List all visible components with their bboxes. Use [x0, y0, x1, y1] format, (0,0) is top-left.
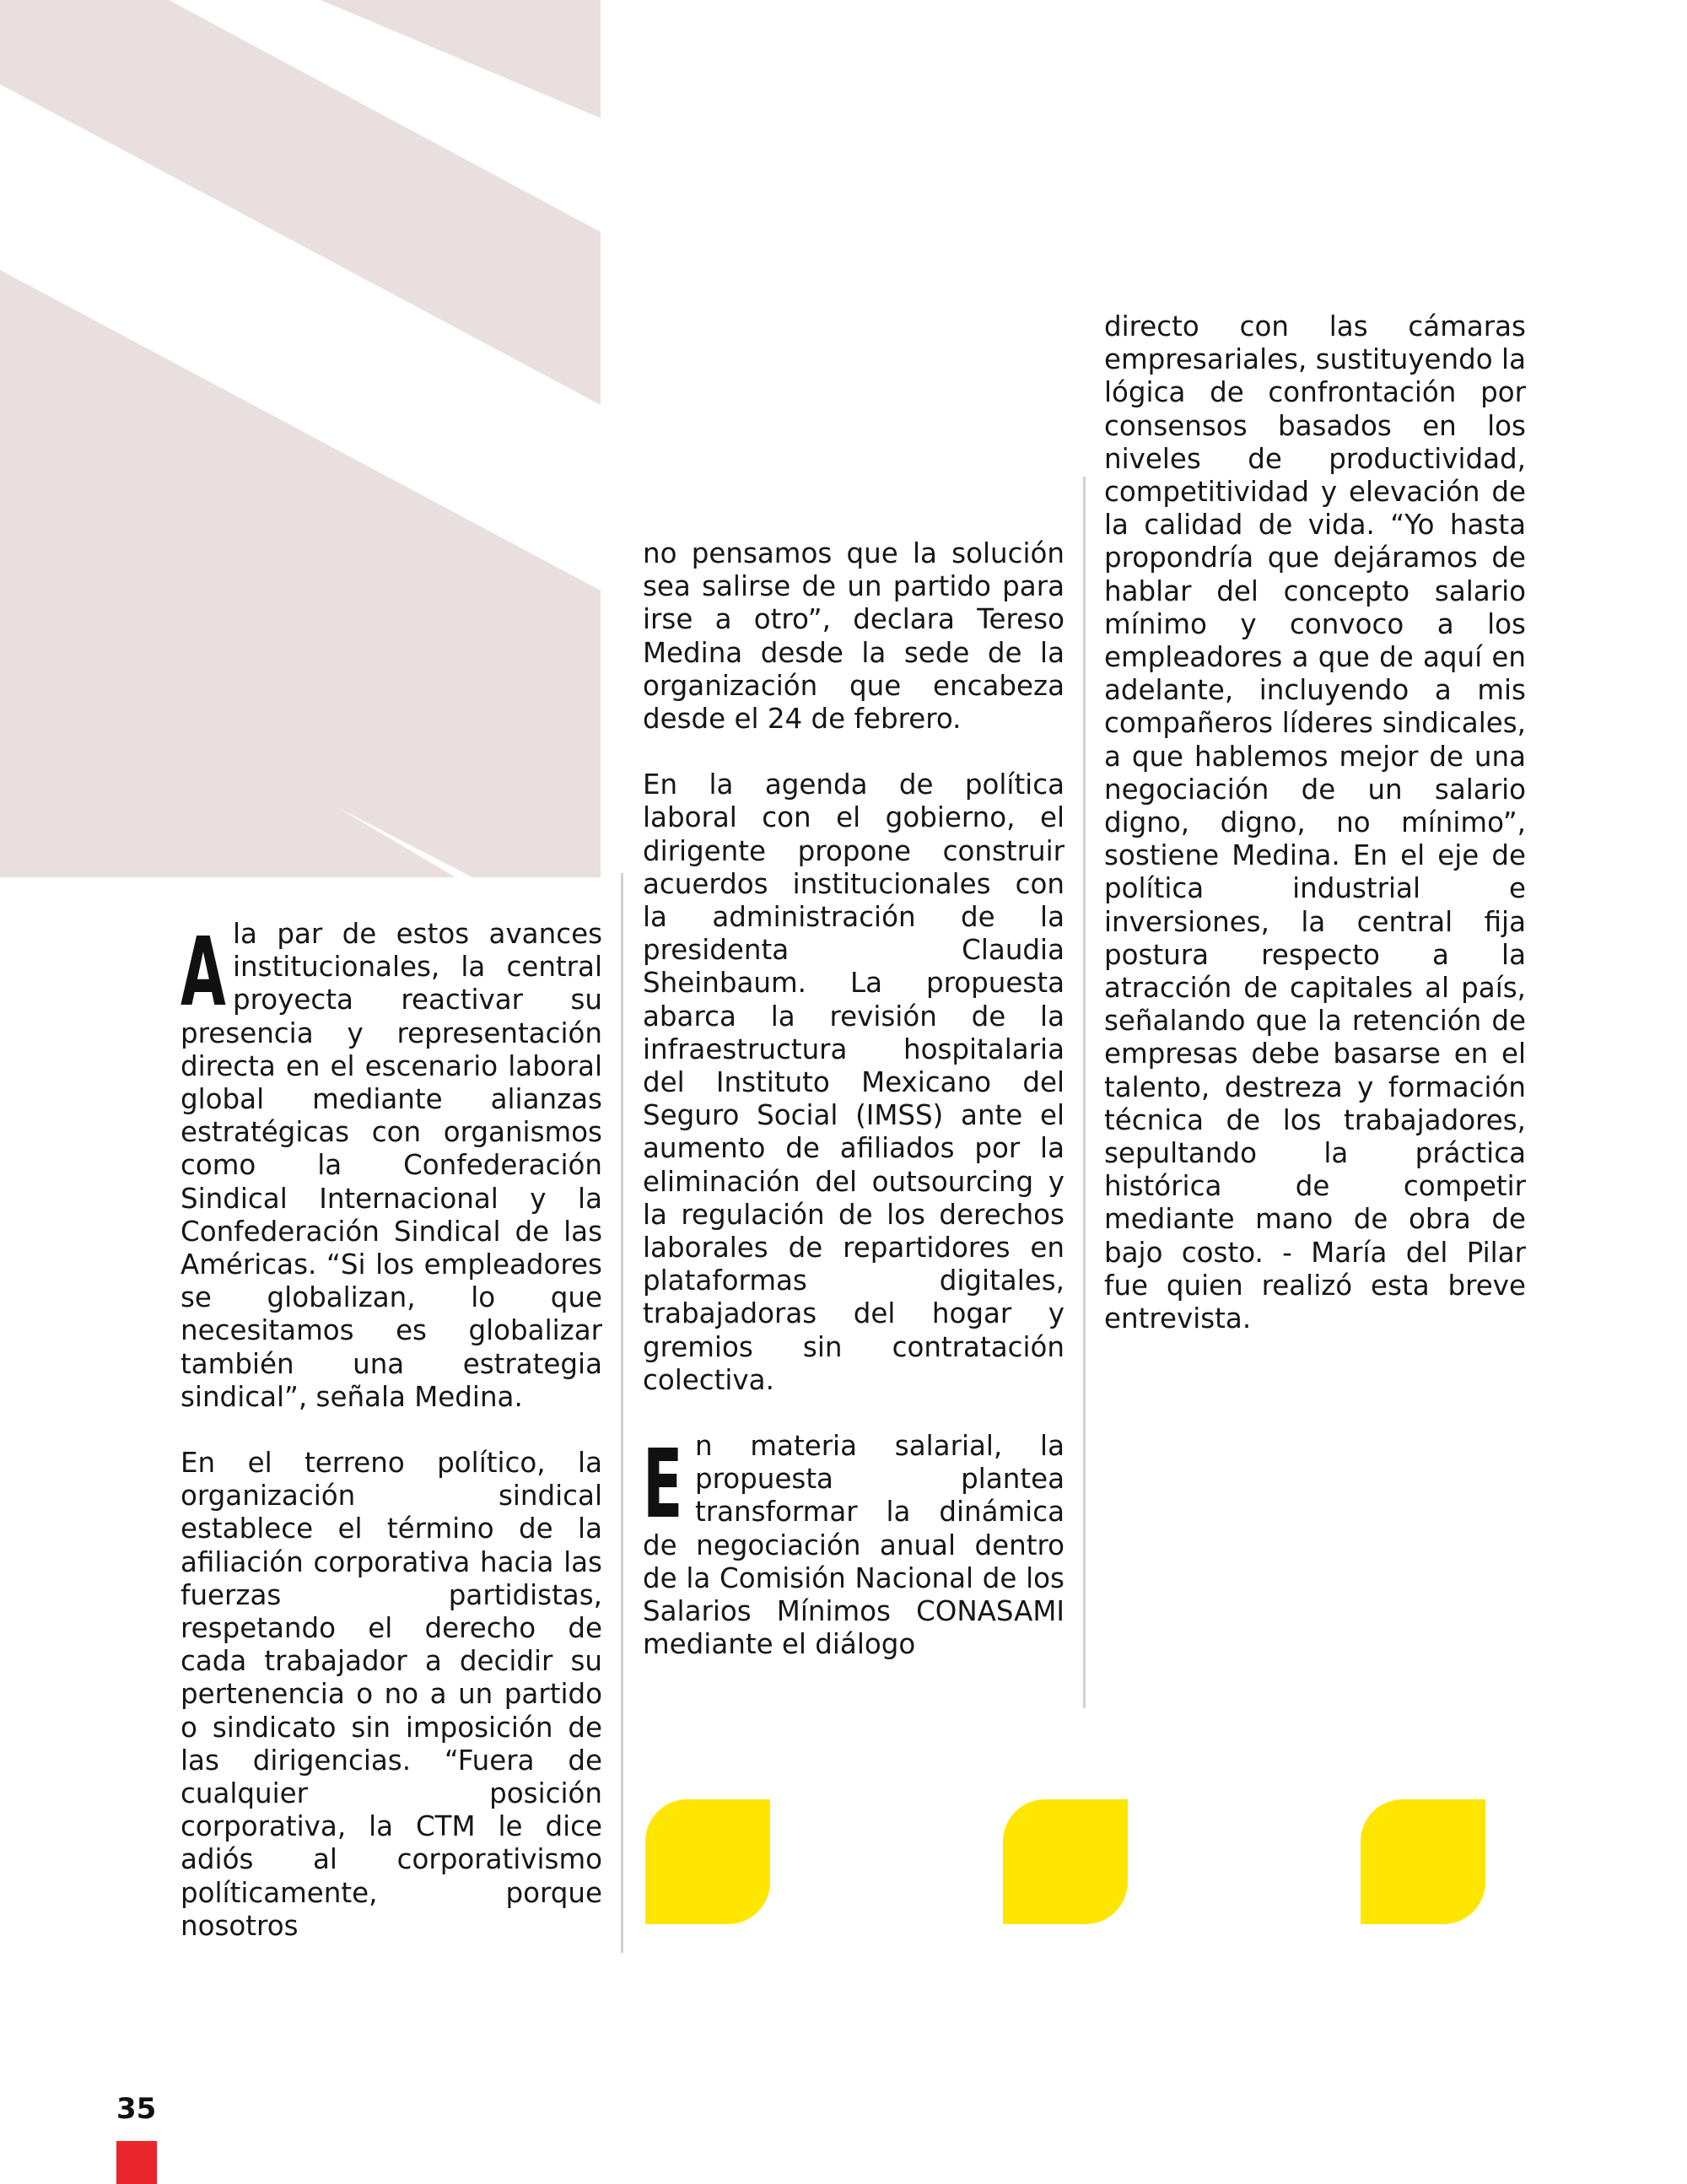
column2-paragraph-2: En la agenda de política laboral con el gobierno, el dirigente propone construir acuerdos institucionales con la administración de la presidenta Claudia Sheinbaum. La propuesta abarca la revisión de la infraestructura hospitalaria del Instituto Mexicano del Seguro Social (IMSS) ante el aumento de afiliados por la eliminación del outsourcing y la regulación de los derechos laborales de repartidores en plataformas digitales, trabajadoras del hogar y gremios sin contratación colectiva.: [643, 768, 1064, 1396]
page-marker-square: [116, 2141, 157, 2184]
yellow-leaf-shape-3: [1361, 1799, 1485, 1924]
yellow-leaf-shape-1: [645, 1799, 770, 1924]
diagonal-stripes-decoration: [0, 0, 601, 877]
column-divider-1: [621, 873, 623, 1953]
drop-cap-e: E: [643, 1430, 683, 1540]
column1-paragraph-1: [181, 918, 602, 1414]
article-column-3: [1104, 310, 1526, 1335]
drop-cap-a: A: [181, 918, 226, 1027]
page-number: 35: [116, 2092, 157, 2126]
article-column-2: [643, 537, 1064, 1662]
column3-paragraph-1: directo con las cámaras empresariales, sustituyendo la lógica de confrontación por consensos basados en los niveles de productividad, competitividad y elevación de la calidad de vida. “Yo hasta propondría que dejáramos de hablar del concepto salario mínimo y convoco a los empleadores a que de aquí en adelante, incluyendo a mis compañeros líderes sindicales, a que hablemos mejor de una negociación de un salario digno, digno, no mínimo”, sostiene Medina. En el eje de política industrial e inversiones, la central fija postura respecto a la atracción de capitales al país, señalando que la retención de empresas debe basarse en el talento, destreza y formación técnica de los trabajadores, sepultando la práctica histórica de competir mediante mano de obra de bajo costo. - María del Pilar fue quien realizó esta breve entrevista.: [1104, 310, 1526, 1335]
column2-paragraph-1: no pensamos que la solución sea salirse de un partido para irse a otro”, declara Tereso Medina desde la sede de la organización que encabeza desde el 24 de febrero.: [643, 537, 1064, 736]
column2-paragraph-3-text: n materia salarial, la propuesta plantea transformar la dinámica de negociación anual dentro de la Comisión Nacional de los Salarios Mínimos CONASAMI mediante el diálogo: [643, 1430, 1064, 1661]
article-column-1: [181, 918, 602, 1943]
column1-paragraph-1-text: la par de estos avances institucionales, la central proyecta reactivar su presencia y representación directa en el escenario laboral global mediante alianzas estratégicas con organismos como la Confederación Sindical Internacional y la Confederación Sindical de las Américas. “Si los empleadores se globalizan, lo que necesitamos es globalizar también una estrategia sindical”, señala Medina.: [181, 918, 602, 1413]
column-divider-2: [1083, 477, 1086, 1708]
yellow-leaf-shape-2: [1003, 1799, 1128, 1924]
column2-paragraph-3: [643, 1430, 1064, 1661]
column1-paragraph-2: En el terreno político, la organización sindical establece el término de la afiliación corporativa hacia las fuerzas partidistas, respetando el derecho de cada trabajador a decidir su pertenencia o no a un partido o sindicato sin imposición de las dirigencias. “Fuera de cualquier posición corporativa, la CTM le dice adiós al corporativismo políticamente, porque nosotros: [181, 1447, 602, 1942]
